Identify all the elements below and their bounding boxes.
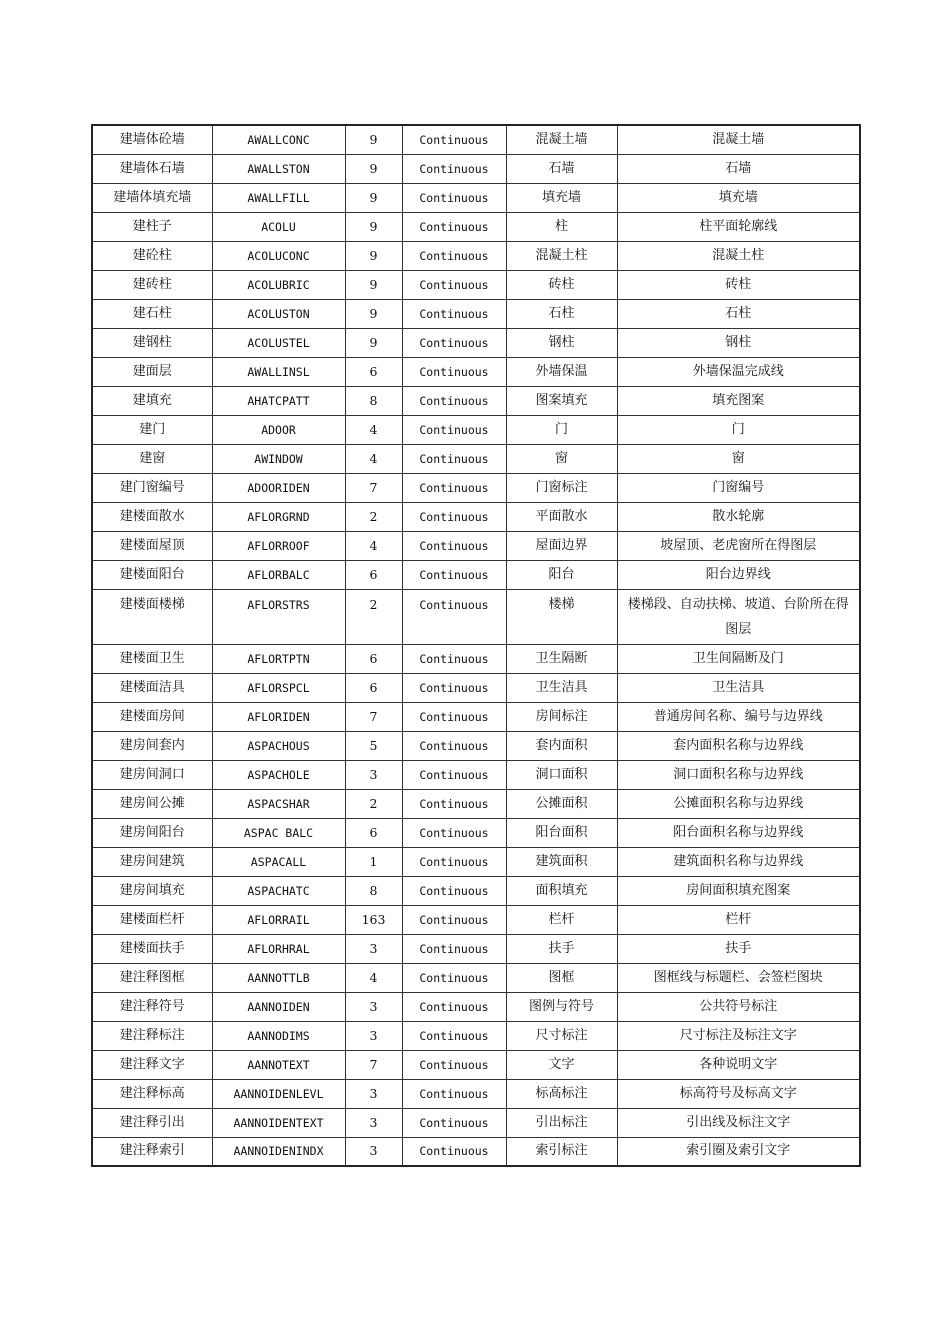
table-body — [92, 125, 860, 1166]
content-cell: 石柱 — [506, 299, 617, 328]
linetype-cell: Continuous — [402, 1137, 506, 1166]
table-row — [92, 876, 860, 905]
description-cell: 门 — [617, 415, 860, 444]
linetype-cell: Continuous — [402, 876, 506, 905]
description-cell: 普通房间名称、编号与边界线 — [617, 702, 860, 731]
table-row — [92, 818, 860, 847]
layer-code-cell: AANNOIDENLEVL — [212, 1079, 345, 1108]
layer-name-cell: 建钢柱 — [92, 328, 212, 357]
layer-name-cell: 建墙体填充墙 — [92, 183, 212, 212]
layer-code-cell: AWALLFILL — [212, 183, 345, 212]
description-cell: 填充墙 — [617, 183, 860, 212]
layer-name-cell: 建窗 — [92, 444, 212, 473]
layer-name-cell: 建注释索引 — [92, 1137, 212, 1166]
color-number-cell: 9 — [345, 328, 402, 357]
content-cell: 窗 — [506, 444, 617, 473]
table-row — [92, 992, 860, 1021]
description-cell: 砖柱 — [617, 270, 860, 299]
content-cell: 图例与符号 — [506, 992, 617, 1021]
layer-name-cell: 建面层 — [92, 357, 212, 386]
linetype-cell: Continuous — [402, 473, 506, 502]
description-cell: 栏杆 — [617, 905, 860, 934]
linetype-cell: Continuous — [402, 818, 506, 847]
linetype-cell: Continuous — [402, 905, 506, 934]
table-row — [92, 357, 860, 386]
table-row — [92, 963, 860, 992]
description-cell: 房间面积填充图案 — [617, 876, 860, 905]
description-cell: 建筑面积名称与边界线 — [617, 847, 860, 876]
layer-name-cell: 建楼面扶手 — [92, 934, 212, 963]
layer-name-cell: 建楼面屋顶 — [92, 531, 212, 560]
table-row — [92, 212, 860, 241]
layer-name-cell: 建填充 — [92, 386, 212, 415]
layer-name-cell: 建墙体石墙 — [92, 154, 212, 183]
table-row — [92, 270, 860, 299]
table-row — [92, 905, 860, 934]
layer-name-cell: 建柱子 — [92, 212, 212, 241]
layer-code-cell: ASPAC BALC — [212, 818, 345, 847]
description-cell: 窗 — [617, 444, 860, 473]
linetype-cell: Continuous — [402, 789, 506, 818]
description-cell: 石墙 — [617, 154, 860, 183]
table-row — [92, 328, 860, 357]
layer-name-cell: 建砖柱 — [92, 270, 212, 299]
layer-code-cell: ACOLU — [212, 212, 345, 241]
layer-code-cell: ACOLUSTEL — [212, 328, 345, 357]
layer-code-cell: AFLORBALC — [212, 560, 345, 589]
description-cell: 阳台边界线 — [617, 560, 860, 589]
table-row — [92, 702, 860, 731]
layer-name-cell: 建楼面散水 — [92, 502, 212, 531]
layer-code-cell: AANNOIDEN — [212, 992, 345, 1021]
linetype-cell: Continuous — [402, 560, 506, 589]
content-cell: 阳台 — [506, 560, 617, 589]
content-cell: 图案填充 — [506, 386, 617, 415]
table-row — [92, 589, 860, 644]
layer-name-cell: 建房间公摊 — [92, 789, 212, 818]
table-row — [92, 789, 860, 818]
layer-name-cell: 建楼面阳台 — [92, 560, 212, 589]
layer-code-cell: AFLORIDEN — [212, 702, 345, 731]
table-row — [92, 531, 860, 560]
layer-code-cell: ASPACSHAR — [212, 789, 345, 818]
description-cell: 索引圈及索引文字 — [617, 1137, 860, 1166]
content-cell: 房间标注 — [506, 702, 617, 731]
color-number-cell: 9 — [345, 299, 402, 328]
description-cell: 套内面积名称与边界线 — [617, 731, 860, 760]
linetype-cell: Continuous — [402, 673, 506, 702]
linetype-cell: Continuous — [402, 386, 506, 415]
layer-code-cell: AFLORSPCL — [212, 673, 345, 702]
color-number-cell: 9 — [345, 270, 402, 299]
layer-code-cell: ADOOR — [212, 415, 345, 444]
description-cell: 公摊面积名称与边界线 — [617, 789, 860, 818]
color-number-cell: 7 — [345, 702, 402, 731]
description-cell: 卫生间隔断及门 — [617, 644, 860, 673]
table-row — [92, 444, 860, 473]
layer-name-cell: 建砼柱 — [92, 241, 212, 270]
color-number-cell: 3 — [345, 1021, 402, 1050]
content-cell: 屋面边界 — [506, 531, 617, 560]
linetype-cell: Continuous — [402, 444, 506, 473]
color-number-cell: 6 — [345, 644, 402, 673]
layer-code-cell: AANNODIMS — [212, 1021, 345, 1050]
layer-code-cell: ASPACHATC — [212, 876, 345, 905]
layer-name-cell: 建房间套内 — [92, 731, 212, 760]
description-cell: 卫生洁具 — [617, 673, 860, 702]
content-cell: 文字 — [506, 1050, 617, 1079]
description-cell: 填充图案 — [617, 386, 860, 415]
table-row — [92, 644, 860, 673]
linetype-cell: Continuous — [402, 589, 506, 644]
layer-name-cell: 建房间填充 — [92, 876, 212, 905]
table-row — [92, 1050, 860, 1079]
layer-name-cell: 建楼面房间 — [92, 702, 212, 731]
layer-name-cell: 建房间洞口 — [92, 760, 212, 789]
color-number-cell: 2 — [345, 502, 402, 531]
layer-name-cell: 建门 — [92, 415, 212, 444]
content-cell: 平面散水 — [506, 502, 617, 531]
layer-name-cell: 建墙体砼墙 — [92, 125, 212, 154]
color-number-cell: 3 — [345, 1137, 402, 1166]
layer-name-cell: 建楼面楼梯 — [92, 589, 212, 644]
color-number-cell: 6 — [345, 357, 402, 386]
content-cell: 混凝土柱 — [506, 241, 617, 270]
linetype-cell: Continuous — [402, 154, 506, 183]
description-cell: 尺寸标注及标注文字 — [617, 1021, 860, 1050]
layer-code-cell: AFLORSTRS — [212, 589, 345, 644]
linetype-cell: Continuous — [402, 531, 506, 560]
description-cell: 混凝土墙 — [617, 125, 860, 154]
table-row — [92, 125, 860, 154]
layer-code-cell: AFLORROOF — [212, 531, 345, 560]
color-number-cell: 9 — [345, 125, 402, 154]
content-cell: 门 — [506, 415, 617, 444]
table-row — [92, 1108, 860, 1137]
color-number-cell: 9 — [345, 183, 402, 212]
color-number-cell: 8 — [345, 876, 402, 905]
content-cell: 图框 — [506, 963, 617, 992]
color-number-cell: 9 — [345, 154, 402, 183]
content-cell: 引出标注 — [506, 1108, 617, 1137]
color-number-cell: 2 — [345, 589, 402, 644]
layer-code-cell: ASPACHOUS — [212, 731, 345, 760]
layer-name-cell: 建注释文字 — [92, 1050, 212, 1079]
layer-code-cell: AFLORRAIL — [212, 905, 345, 934]
linetype-cell: Continuous — [402, 934, 506, 963]
layer-name-cell: 建注释图框 — [92, 963, 212, 992]
description-cell: 外墙保温完成线 — [617, 357, 860, 386]
linetype-cell: Continuous — [402, 847, 506, 876]
linetype-cell: Continuous — [402, 963, 506, 992]
description-cell: 钢柱 — [617, 328, 860, 357]
content-cell: 尺寸标注 — [506, 1021, 617, 1050]
table-row — [92, 1137, 860, 1166]
content-cell: 索引标注 — [506, 1137, 617, 1166]
content-cell: 栏杆 — [506, 905, 617, 934]
layer-code-cell: AANNOTTLB — [212, 963, 345, 992]
linetype-cell: Continuous — [402, 1079, 506, 1108]
color-number-cell: 4 — [345, 415, 402, 444]
content-cell: 门窗标注 — [506, 473, 617, 502]
description-cell: 各种说明文字 — [617, 1050, 860, 1079]
layer-code-cell: AFLORTPTN — [212, 644, 345, 673]
layer-name-cell: 建注释标注 — [92, 1021, 212, 1050]
linetype-cell: Continuous — [402, 731, 506, 760]
content-cell: 卫生隔断 — [506, 644, 617, 673]
table-row — [92, 241, 860, 270]
description-cell: 阳台面积名称与边界线 — [617, 818, 860, 847]
layer-code-cell: ACOLUSTON — [212, 299, 345, 328]
color-number-cell: 8 — [345, 386, 402, 415]
color-number-cell: 1 — [345, 847, 402, 876]
linetype-cell: Continuous — [402, 183, 506, 212]
description-cell: 混凝土柱 — [617, 241, 860, 270]
layer-code-cell: ADOORIDEN — [212, 473, 345, 502]
table-row — [92, 847, 860, 876]
layer-code-cell: AANNOIDENINDX — [212, 1137, 345, 1166]
table-row — [92, 560, 860, 589]
layer-name-cell: 建房间建筑 — [92, 847, 212, 876]
color-number-cell: 6 — [345, 673, 402, 702]
table-row — [92, 154, 860, 183]
linetype-cell: Continuous — [402, 299, 506, 328]
content-cell: 建筑面积 — [506, 847, 617, 876]
description-cell: 引出线及标注文字 — [617, 1108, 860, 1137]
table-row — [92, 1079, 860, 1108]
content-cell: 面积填充 — [506, 876, 617, 905]
linetype-cell: Continuous — [402, 644, 506, 673]
table-row — [92, 473, 860, 502]
content-cell: 石墙 — [506, 154, 617, 183]
description-cell: 标高符号及标高文字 — [617, 1079, 860, 1108]
description-cell: 坡屋顶、老虎窗所在得图层 — [617, 531, 860, 560]
content-cell: 阳台面积 — [506, 818, 617, 847]
linetype-cell: Continuous — [402, 1021, 506, 1050]
layer-code-cell: ACOLUCONC — [212, 241, 345, 270]
table-row — [92, 183, 860, 212]
table-row — [92, 934, 860, 963]
table-row — [92, 502, 860, 531]
content-cell: 混凝土墙 — [506, 125, 617, 154]
linetype-cell: Continuous — [402, 415, 506, 444]
content-cell: 填充墙 — [506, 183, 617, 212]
description-cell: 公共符号标注 — [617, 992, 860, 1021]
content-cell: 砖柱 — [506, 270, 617, 299]
linetype-cell: Continuous — [402, 125, 506, 154]
content-cell: 公摊面积 — [506, 789, 617, 818]
color-number-cell: 2 — [345, 789, 402, 818]
content-cell: 楼梯 — [506, 589, 617, 644]
description-cell: 散水轮廓 — [617, 502, 860, 531]
color-number-cell: 6 — [345, 818, 402, 847]
color-number-cell: 4 — [345, 444, 402, 473]
layer-code-cell: ACOLUBRIC — [212, 270, 345, 299]
layer-code-cell: AANNOIDENTEXT — [212, 1108, 345, 1137]
color-number-cell: 3 — [345, 1079, 402, 1108]
linetype-cell: Continuous — [402, 328, 506, 357]
layer-code-cell: ASPACHOLE — [212, 760, 345, 789]
content-cell: 套内面积 — [506, 731, 617, 760]
color-number-cell: 7 — [345, 1050, 402, 1079]
color-number-cell: 9 — [345, 212, 402, 241]
layer-code-cell: AFLORHRAL — [212, 934, 345, 963]
linetype-cell: Continuous — [402, 1108, 506, 1137]
color-number-cell: 3 — [345, 934, 402, 963]
content-cell: 标高标注 — [506, 1079, 617, 1108]
layer-name-cell: 建楼面栏杆 — [92, 905, 212, 934]
layer-code-cell: AWALLSTON — [212, 154, 345, 183]
layer-name-cell: 建石柱 — [92, 299, 212, 328]
layer-name-cell: 建注释标高 — [92, 1079, 212, 1108]
linetype-cell: Continuous — [402, 212, 506, 241]
content-cell: 外墙保温 — [506, 357, 617, 386]
linetype-cell: Continuous — [402, 502, 506, 531]
layer-code-cell: AWALLCONC — [212, 125, 345, 154]
layer-standard-table — [91, 124, 861, 1167]
color-number-cell: 3 — [345, 1108, 402, 1137]
layer-code-cell: AFLORGRND — [212, 502, 345, 531]
table-row — [92, 673, 860, 702]
linetype-cell: Continuous — [402, 992, 506, 1021]
description-cell: 洞口面积名称与边界线 — [617, 760, 860, 789]
layer-code-cell: AHATCPATT — [212, 386, 345, 415]
layer-code-cell: AWALLINSL — [212, 357, 345, 386]
content-cell: 钢柱 — [506, 328, 617, 357]
table-row — [92, 760, 860, 789]
description-cell: 扶手 — [617, 934, 860, 963]
table-row — [92, 415, 860, 444]
color-number-cell: 6 — [345, 560, 402, 589]
description-cell: 图框线与标题栏、会签栏图块 — [617, 963, 860, 992]
table-row — [92, 299, 860, 328]
color-number-cell: 7 — [345, 473, 402, 502]
layer-name-cell: 建注释引出 — [92, 1108, 212, 1137]
layer-name-cell: 建门窗编号 — [92, 473, 212, 502]
content-cell: 扶手 — [506, 934, 617, 963]
color-number-cell: 3 — [345, 992, 402, 1021]
color-number-cell: 9 — [345, 241, 402, 270]
linetype-cell: Continuous — [402, 270, 506, 299]
layer-name-cell: 建楼面卫生 — [92, 644, 212, 673]
content-cell: 柱 — [506, 212, 617, 241]
linetype-cell: Continuous — [402, 241, 506, 270]
layer-code-cell: AANNOTEXT — [212, 1050, 345, 1079]
table-row — [92, 731, 860, 760]
linetype-cell: Continuous — [402, 760, 506, 789]
color-number-cell: 4 — [345, 963, 402, 992]
color-number-cell: 3 — [345, 760, 402, 789]
content-cell: 卫生洁具 — [506, 673, 617, 702]
color-number-cell: 163 — [345, 905, 402, 934]
linetype-cell: Continuous — [402, 357, 506, 386]
description-cell: 门窗编号 — [617, 473, 860, 502]
content-cell: 洞口面积 — [506, 760, 617, 789]
color-number-cell: 5 — [345, 731, 402, 760]
table-row — [92, 386, 860, 415]
linetype-cell: Continuous — [402, 1050, 506, 1079]
layer-code-cell: ASPACALL — [212, 847, 345, 876]
layer-name-cell: 建注释符号 — [92, 992, 212, 1021]
color-number-cell: 4 — [345, 531, 402, 560]
linetype-cell: Continuous — [402, 702, 506, 731]
layer-code-cell: AWINDOW — [212, 444, 345, 473]
description-cell: 柱平面轮廓线 — [617, 212, 860, 241]
layer-name-cell: 建楼面洁具 — [92, 673, 212, 702]
description-cell: 楼梯段、自动扶梯、坡道、台阶所在得图层 — [617, 589, 860, 644]
description-cell: 石柱 — [617, 299, 860, 328]
layer-name-cell: 建房间阳台 — [92, 818, 212, 847]
table-row — [92, 1021, 860, 1050]
